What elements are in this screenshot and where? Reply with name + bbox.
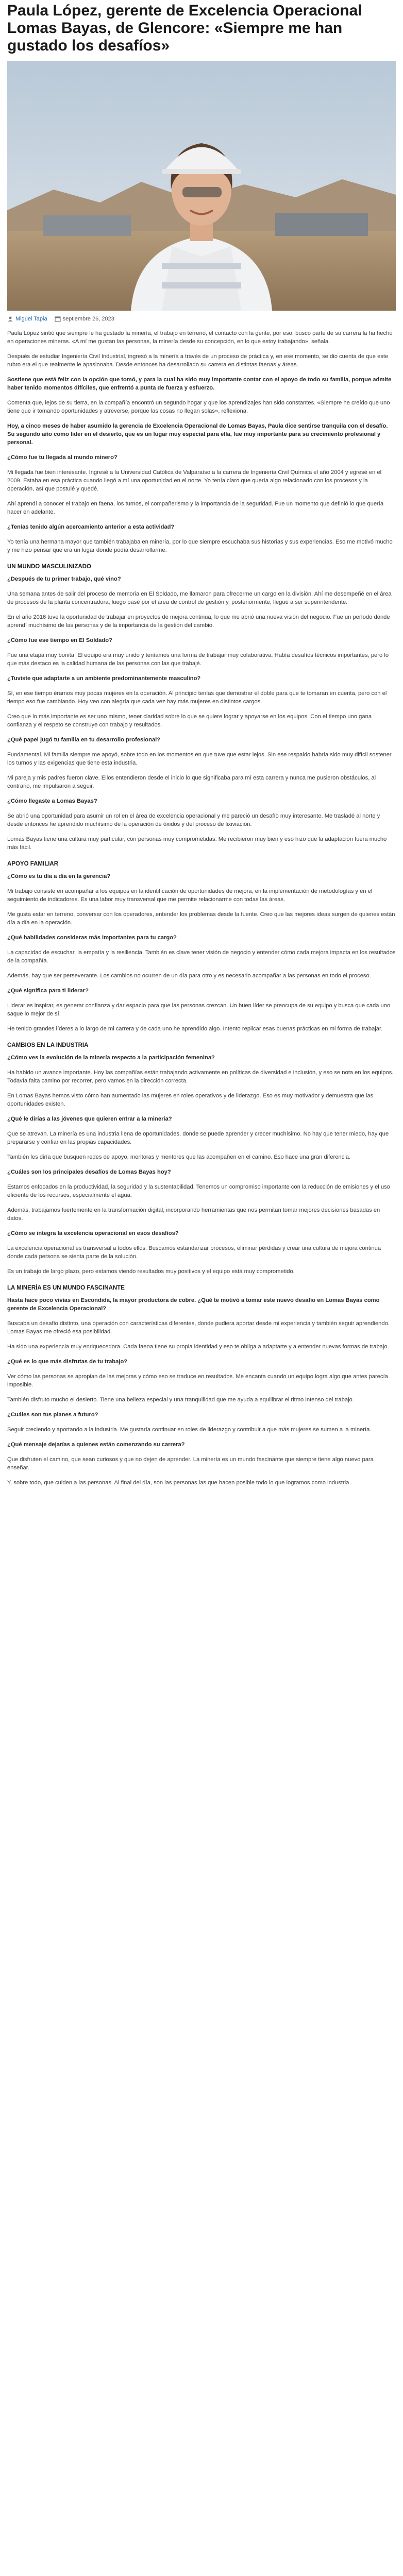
- interview-question: Hasta hace poco vivías en Escondida, la mayor productora de cobre. ¿Qué te motivó a tomar este nuevo desafío en Lomas Bayas como gerente de Excelencia Operacional?: [7, 1297, 380, 1312]
- interview-question: ¿Cuáles son tus planes a futuro?: [7, 1412, 98, 1418]
- interview-question: ¿Cómo ves la evolución de la minería respecto a la participación femenina?: [7, 1055, 215, 1061]
- paragraph: Que se atrevan. La minería es una industria llena de oportunidades, donde se puede aprender y crecer muchísimo. No hay que tener miedo, hay que prepararse y confiar en las propias capacidades.: [7, 1131, 389, 1145]
- hero-photo: [7, 61, 396, 311]
- user-icon: [7, 316, 13, 322]
- interview-question: ¿Cómo es tu día a día en la gerencia?: [7, 873, 111, 879]
- interview-question: ¿Qué significa para ti liderar?: [7, 988, 89, 994]
- paragraph: Se abrió una oportunidad para asumir un rol en el área de excelencia operacional y me pareció un desafío muy interesante. Me trasladé al norte y desde entonces he aprendido muchísimo de la operación de óxidos y del proceso de lixiviación.: [7, 813, 380, 827]
- paragraph: Ha sido una experiencia muy enriquecedora. Cada faena tiene su propia identidad y eso te obliga a adaptarte y a entender nuevas formas de trabajo.: [7, 1344, 389, 1350]
- interview-question: ¿Qué habilidades consideras más importantes para tu cargo?: [7, 935, 177, 941]
- interview-question: ¿Cómo fue tu llegada al mundo minero?: [7, 454, 117, 461]
- paragraph: Mi trabajo consiste en acompañar a los equipos en la identificación de oportunidades de mejora, en la implementación de metodologías y en el seguimiento de indicadores. Es una labor muy transversal que me permite relacionarme con todas las áreas.: [7, 888, 373, 903]
- interview-question: ¿Qué mensaje dejarías a quienes están comenzando su carrera?: [7, 1442, 185, 1448]
- paragraph: Liderar es inspirar, es generar confianza y dar espacio para que las personas crezcan. Un buen líder se preocupa de su equipo y busca que cada uno saque lo mejor de sí.: [7, 1003, 391, 1017]
- portrait-illustration: [7, 61, 396, 311]
- paragraph: Que disfruten el camino, que sean curiosos y que no dejen de aprender. La minería es un mundo fascinante que siempre tiene algo nuevo para enseñar.: [7, 1456, 374, 1471]
- paragraph: Comenta que, lejos de su tierra, en la compañía encontró un segundo hogar y que los aprendizajes han sido constantes. «Siempre he creído que uno tiene que ir tomando oportunidades y atreverse, porque las cosas no llegan solas», reflexiona.: [7, 400, 390, 414]
- paragraph: Lomas Bayas tiene una cultura muy particular, con personas muy comprometidas. Me recibieron muy bien y eso hizo que la adaptación fuera mucho más fácil.: [7, 836, 387, 851]
- paragraph: Y, sobre todo, que cuiden a las personas. Al final del día, son las personas las que hacen posible todo lo que logramos como industria.: [7, 1480, 351, 1486]
- interview-question: ¿Cómo fue ese tiempo en El Soldado?: [7, 637, 112, 643]
- paragraph: La excelencia operacional es transversal a todos ellos. Buscamos estandarizar procesos, eliminar pérdidas y crear una cultura de mejora continua donde cada persona se sienta parte de la solución.: [7, 1245, 381, 1260]
- paragraph: Mi pareja y mis padres fueron clave. Ellos entendieron desde el inicio lo que significaba para mí esta carrera y nunca me pusieron obstáculos, al contrario, me impulsaron a seguir.: [7, 775, 376, 789]
- paragraph: Ahí aprendí a conocer el trabajo en faena, los turnos, el compañerismo y la importancia de la seguridad. Fue un momento que definió lo que quería hacer en adelante.: [7, 501, 384, 515]
- paragraph: También disfruto mucho el desierto. Tiene una belleza especial y una tranquilidad que me ayuda a equilibrar el ritmo intenso del trabajo.: [7, 1397, 354, 1403]
- paragraph: Yo tenía una hermana mayor que también trabajaba en minería, por lo que siempre escuchaba sus historias y sus experiencias. Eso me motivó mucho y me hizo pensar que era un lugar donde podía desarrollarme.: [7, 539, 393, 553]
- interview-question: ¿Qué papel jugó tu familia en tu desarrollo profesional?: [7, 737, 161, 743]
- paragraph: Seguir creciendo y aportando a la industria. Me gustaría continuar en roles de liderazgo y contribuir a que más mujeres se sumen a la minería.: [7, 1427, 372, 1433]
- paragraph: Además, hay que ser perseverante. Los cambios no ocurren de un día para otro y es necesario acompañar a las personas en todo el proceso.: [7, 973, 371, 979]
- article: [0, 2, 403, 1514]
- interview-question: ¿Cómo se integra la excelencia operacional en esos desafíos?: [7, 1230, 179, 1236]
- paragraph: Además, trabajamos fuertemente en la transformación digital, incorporando herramientas que nos permitan tomar mejores decisiones basadas en datos.: [7, 1207, 380, 1222]
- paragraph: Me gusta estar en terreno, conversar con los operadores, entender los problemas desde la fuente. Creo que las mejores ideas surgen de quienes están día a día en la operación.: [7, 911, 395, 926]
- section-heading: UN MUNDO MASCULINIZADO: [7, 564, 91, 570]
- paragraph: La capacidad de escuchar, la empatía y la resiliencia. También es clave tener visión de negocio y entender cómo cada mejora impacta en los resultados de la compañía.: [7, 950, 396, 964]
- paragraph: Ha habido un avance importante. Hoy las compañías están trabajando activamente en políticas de diversidad e inclusión, y eso se nota en los equipos. Todavía falta camino por recorrer, pero vamos en la dirección correcta.: [7, 1070, 394, 1084]
- interview-question: ¿Tuviste que adaptarte a un ambiente predominantemente masculino?: [7, 675, 201, 682]
- interview-question: ¿Tenías tenido algún acercamiento anterior a esta actividad?: [7, 524, 175, 530]
- interview-question: ¿Qué le dirías a las jóvenes que quieren entrar a la minería?: [7, 1116, 172, 1122]
- paragraph: He tenido grandes líderes a lo largo de mi carrera y de cada uno he aprendido algo. Intento replicar esas buenas prácticas en mi forma de trabajar.: [7, 1026, 383, 1032]
- publish-date: septiembre 26, 2023: [62, 316, 114, 322]
- calendar-icon: [55, 316, 61, 322]
- section-heading: APOYO FAMILIAR: [7, 861, 59, 867]
- article-title: Paula López, gerente de Excelencia Operacional Lomas Bayas, de Glencore: «Siempre me han gustado los desafíos»: [7, 2, 362, 54]
- interview-question: ¿Qué es lo que más disfrutas de tu trabajo?: [7, 1359, 128, 1365]
- paragraph: Fue una etapa muy bonita. El equipo era muy unido y teníamos una forma de trabajar muy colaborativa. Había desafíos técnicos importantes, pero lo que más destaco es la calidad humana de las personas con las que trabajé.: [7, 652, 389, 667]
- paragraph: Sí, en ese tiempo éramos muy pocas mujeres en la operación. Al principio tenías que demostrar el doble para que te tomaran en cuenta, pero con el tiempo eso fue cambiando. Hoy veo con alegría que cada vez hay más mujeres en distintos cargos.: [7, 690, 387, 705]
- interview-question: Hoy, a cinco meses de haber asumido la gerencia de Excelencia Operacional de Lomas Bayas, Paula dice sentirse tranquila con el desafío. Su segundo año como líder en el desierto, que es un lugar muy especial para ella, fue muy importante para su crecimiento profesional y personal.: [7, 423, 388, 446]
- paragraph: Fundamental. Mi familia siempre me apoyó, sobre todo en los momentos en que tuve que estar lejos. Sin ese respaldo habría sido muy difícil sostener los turnos y las exigencias que tiene esta industria.: [7, 752, 392, 766]
- interview-question: Sostiene que está feliz con la opción que tomó, y para la cual ha sido muy importante contar con el apoyo de todo su familia, porque admite haber tenido momentos difíciles, que enfrentó a punta de fuerza y esfuerzo.: [7, 377, 392, 391]
- article-body: [7, 329, 396, 1487]
- article-meta: [7, 316, 396, 322]
- interview-question: ¿Después de tu primer trabajo, qué vino?: [7, 576, 121, 582]
- date-meta: [55, 316, 114, 322]
- section-heading: LA MINERÍA ES UN MUNDO FASCINANTE: [7, 1285, 125, 1291]
- section-heading: CAMBIOS EN LA INDUSTRIA: [7, 1042, 89, 1048]
- paragraph: Estamos enfocados en la productividad, la seguridad y la sustentabilidad. Tenemos un compromiso importante con la reducción de emisiones y el uso eficiente de los recursos, especialmente el agua.: [7, 1184, 390, 1198]
- paragraph: Es un trabajo de largo plazo, pero estamos viendo resultados muy positivos y el equipo está muy comprometido.: [7, 1268, 295, 1275]
- author-name[interactable]: Miguel Tapia: [15, 316, 47, 322]
- paragraph: Mi llegada fue bien interesante. Ingresé a la Universidad Católica de Valparaíso a la carrera de Ingeniería Civil Química el año 2004 y egresé en el 2009. Estaba en esa práctica cuando llegó a mí una oportunidad en el norte. Yo tenía claro que quería algo relacionado con los procesos y la operación, así que postulé y quedé.: [7, 469, 382, 492]
- paragraph: En el año 2016 tuve la oportunidad de trabajar en proyectos de mejora continua, lo que me abrió una nueva visión del negocio. Fue un período donde aprendí muchísimo de las personas y de la importancia de la gestión del cambio.: [7, 614, 390, 629]
- paragraph: También les diría que busquen redes de apoyo, mentoras y mentores que las acompañen en el camino. Eso hace una gran diferencia.: [7, 1154, 351, 1160]
- paragraph: Ver cómo las personas se apropian de las mejoras y cómo eso se traduce en resultados. Me encanta cuando un equipo logra algo que antes parecía imposible.: [7, 1374, 388, 1388]
- paragraph: Una semana antes de salir del proceso de memoria en El Soldado, me llamaron para ofrecerme un cargo en la división. Ahí me desempeñé en el área de procesos de la planta concentradora, luego pasé por el área de control de gestión y, posteriormente, llegué a ser superintendente.: [7, 591, 392, 605]
- paragraph: Después de estudiar Ingeniería Civil Industrial, ingresó a la minería a través de un proceso de práctica y, en ese momento, se dio cuenta de que este rubro era el que realmente le apasionaba. Desde entonces ha desarrollado su carrera en distintas faenas y áreas.: [7, 353, 389, 368]
- paragraph: Buscaba un desafío distinto, una operación con características diferentes, donde pudiera aportar desde mi experiencia y también seguir aprendiendo. Lomas Bayas me ofreció esa posibilidad.: [7, 1320, 390, 1335]
- paragraph: Creo que lo más importante es ser uno mismo, tener claridad sobre lo que se quiere lograr y apoyarse en los equipos. Con el tiempo uno gana confianza y el respeto se construye con trabajo y resultados.: [7, 714, 372, 728]
- author-meta[interactable]: [7, 316, 47, 322]
- paragraph: Paula López sintió que siempre le ha gustado la minería, el trabajo en terreno, el contacto con la gente, por eso, buscó parte de su carrera la ha hecho en operaciones mineras. «A mí me gustan las personas, la minería desde su concepción, en lo que estoy trabajando», señala.: [7, 330, 393, 345]
- interview-question: ¿Cuáles son los principales desafíos de Lomas Bayas hoy?: [7, 1169, 171, 1175]
- paragraph: En Lomas Bayas hemos visto cómo han aumentado las mujeres en roles operativos y de liderazgo. Eso es muy motivador y demuestra que las oportunidades existen.: [7, 1093, 374, 1107]
- interview-question: ¿Cómo llegaste a Lomas Bayas?: [7, 798, 97, 804]
